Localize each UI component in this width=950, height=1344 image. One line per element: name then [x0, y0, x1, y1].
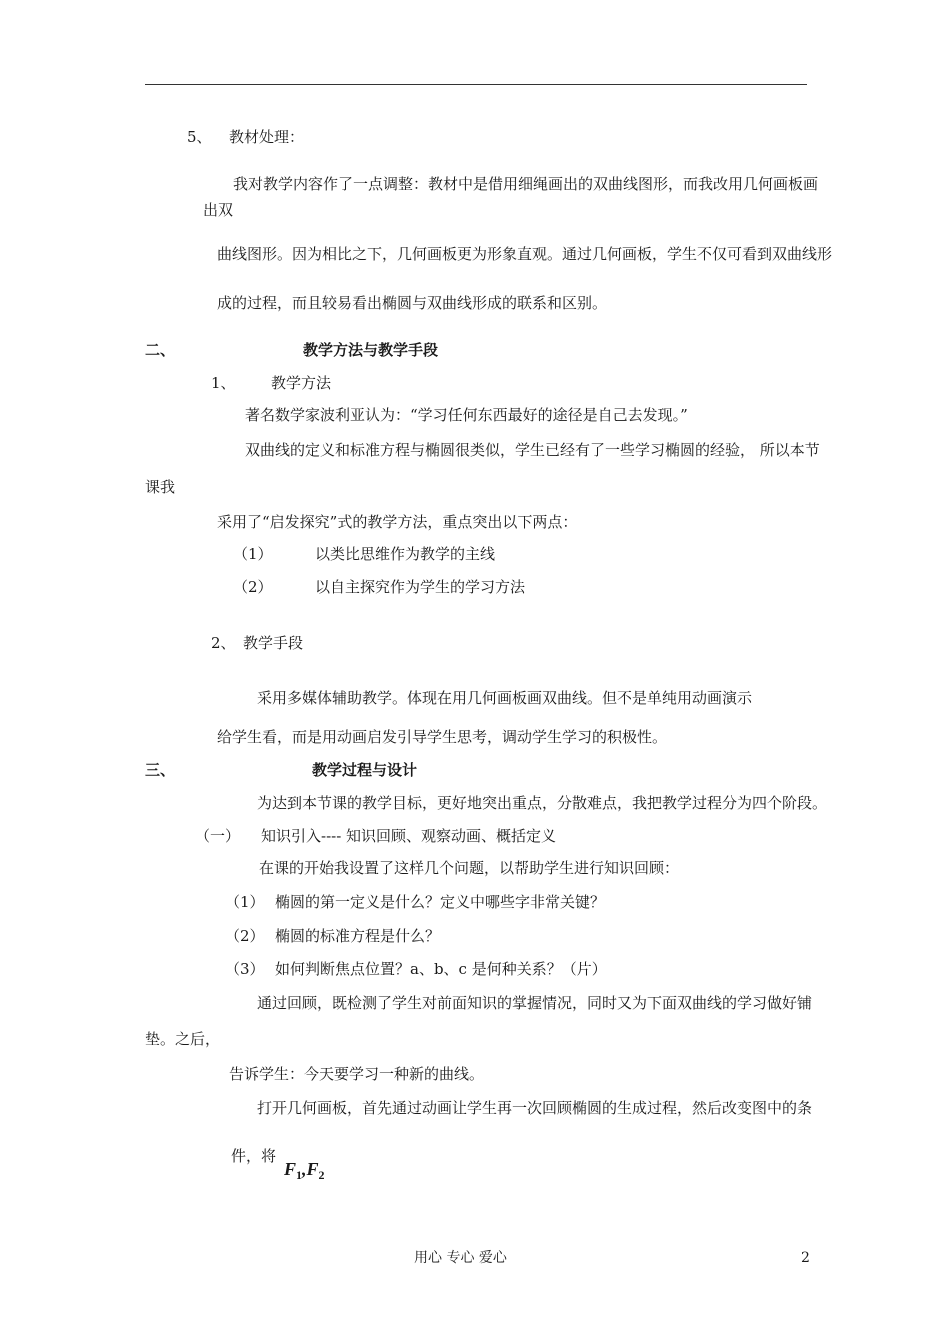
subsection-2-title: 教学手段	[243, 634, 304, 652]
point-text: 以自主探究作为学生的学习方法	[315, 578, 526, 596]
paragraph-line: 垫。之后，	[145, 1030, 221, 1048]
paragraph-line: 采用多媒体辅助教学。体现在用几何画板画双曲线。但不是单纯用动画演示	[257, 689, 753, 707]
subsection-1-title: 教学方法	[271, 374, 332, 392]
question-text: 椭圆的标准方程是什么？	[275, 927, 441, 945]
math-separator: ,	[302, 1159, 307, 1179]
stage-number: （一）	[195, 827, 241, 845]
math-symbol: F	[306, 1159, 319, 1179]
section-2-number: 二、	[145, 341, 176, 359]
paragraph-line: 曲线图形。因为相比之下，几何画板更为形象直观。通过几何画板，学生不仅可看到双曲线形	[217, 245, 833, 263]
math-subscript: 2	[318, 1168, 325, 1182]
math-subscript: 1	[296, 1168, 303, 1182]
paragraph-line: 课我	[145, 478, 176, 496]
question-text: 椭圆的第一定义是什么？定义中哪些字非常关键？	[275, 893, 606, 911]
question-number: （1）	[225, 893, 265, 911]
question-text: 如何判断焦点位置？a、b、c 是何种关系？（片）	[275, 960, 607, 978]
quote-line: 著名数学家波利亚认为：“学习任何东西最好的途径是自己去发现。”	[245, 406, 688, 424]
paragraph-line: 双曲线的定义和标准方程与椭圆很类似，学生已经有了一些学习椭圆的经验， 所以本节	[245, 441, 820, 459]
stage-title: 知识引入---- 知识回顾、观察动画、概括定义	[261, 827, 557, 845]
paragraph-line: 告诉学生：今天要学习一种新的曲线。	[229, 1065, 485, 1083]
paragraph-line: 成的过程，而且较易看出椭圆与双曲线形成的联系和区别。	[217, 294, 608, 312]
paragraph-line: 通过回顾，既检测了学生对前面知识的掌握情况，同时又为下面双曲线的学习做好铺	[257, 994, 813, 1012]
section-2-title: 教学方法与教学手段	[303, 341, 439, 359]
paragraph-line: 我对教学内容作了一点调整：教材中是借用细绳画出的双曲线图形，而我改用几何画板画	[233, 175, 819, 193]
point-number: （1）	[233, 545, 273, 563]
paragraph-line: 给学生看，而是用动画启发引导学生思考，调动学生学习的积极性。	[217, 728, 668, 746]
section-5-number: 5、	[187, 128, 212, 146]
section-3-number: 三、	[145, 761, 176, 779]
paragraph-line: 件，将	[231, 1147, 277, 1165]
paragraph-line: 为达到本节课的教学目标，更好地突出重点，分散难点，我把教学过程分为四个阶段。	[257, 794, 828, 812]
subsection-1-number: 1、	[211, 374, 236, 392]
section-3-title: 教学过程与设计	[312, 761, 418, 779]
math-symbol: F	[284, 1159, 297, 1179]
point-number: （2）	[233, 578, 273, 596]
header-rule	[145, 84, 807, 85]
question-number: （2）	[225, 927, 265, 945]
paragraph-line: 采用了“启发探究”式的教学方法，重点突出以下两点：	[217, 513, 578, 531]
paragraph-line: 出双	[203, 201, 234, 219]
paragraph-line: 在课的开始我设置了这样几个问题，以帮助学生进行知识回顾：	[259, 859, 680, 877]
point-text: 以类比思维作为教学的主线	[315, 545, 496, 563]
question-number: （3）	[225, 960, 265, 978]
footer-text: 用心 专心 爱心	[414, 1250, 507, 1266]
section-5-title: 教材处理：	[229, 128, 305, 146]
math-expression	[284, 1160, 325, 1181]
page-number: 2	[801, 1250, 810, 1266]
subsection-2-number: 2、	[211, 634, 236, 652]
paragraph-line: 打开几何画板，首先通过动画让学生再一次回顾椭圆的生成过程，然后改变图中的条	[257, 1099, 813, 1117]
